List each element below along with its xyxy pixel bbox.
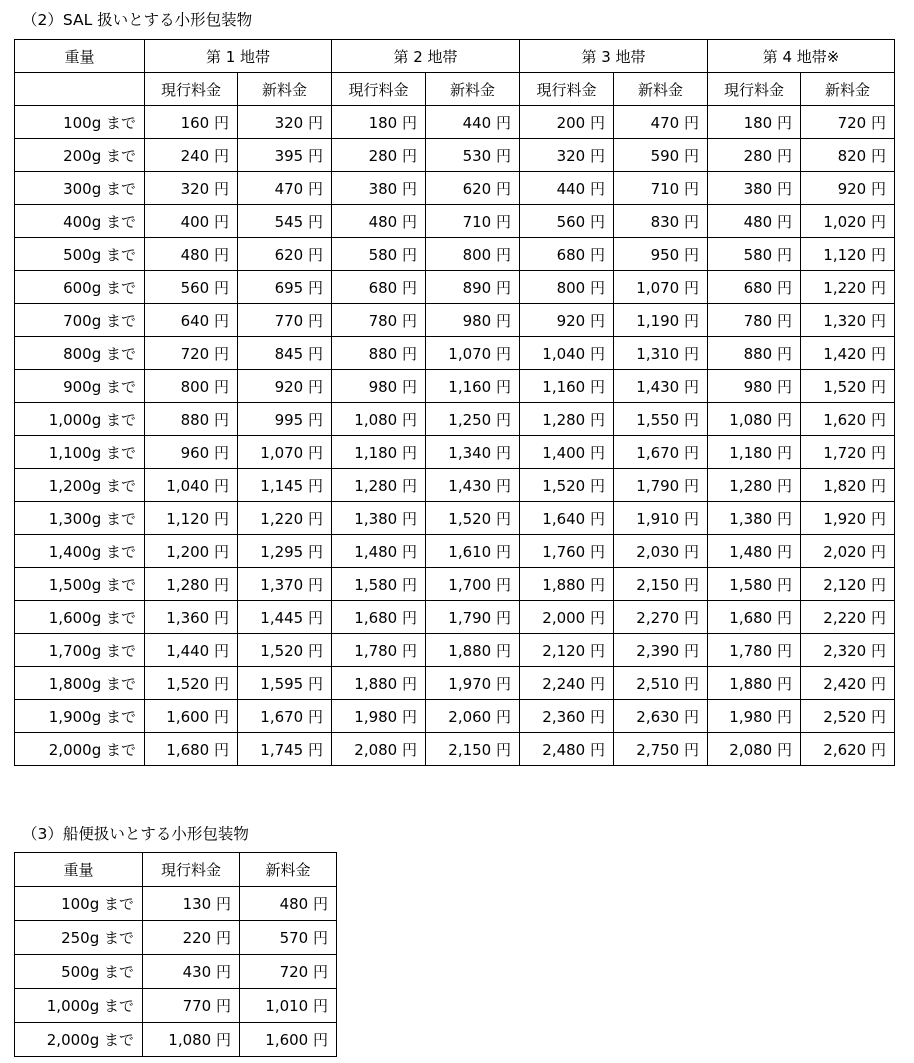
weight-cell: 300g まで xyxy=(15,172,145,205)
new-rate-cell: 1,160 円 xyxy=(426,370,520,403)
current-rate-header: 現行料金 xyxy=(708,73,801,106)
new-rate-cell: 2,630 円 xyxy=(614,700,708,733)
current-rate-cell: 920 円 xyxy=(520,304,614,337)
new-rate-cell: 1,120 円 xyxy=(801,238,895,271)
new-rate-cell: 1,145 円 xyxy=(238,469,332,502)
new-rate-cell: 1,620 円 xyxy=(801,403,895,436)
weight-cell: 250g まで xyxy=(15,921,143,955)
current-rate-cell: 280 円 xyxy=(708,139,801,172)
current-rate-cell: 380 円 xyxy=(332,172,426,205)
current-rate-cell: 480 円 xyxy=(708,205,801,238)
new-rate-cell: 2,510 円 xyxy=(614,667,708,700)
current-rate-cell: 2,120 円 xyxy=(520,634,614,667)
new-rate-cell: 1,220 円 xyxy=(238,502,332,535)
table-row xyxy=(15,535,895,568)
current-rate-cell: 1,780 円 xyxy=(708,634,801,667)
current-rate-cell: 1,780 円 xyxy=(332,634,426,667)
new-rate-cell: 1,295 円 xyxy=(238,535,332,568)
new-rate-cell: 620 円 xyxy=(426,172,520,205)
new-rate-cell: 1,070 円 xyxy=(614,271,708,304)
table-row xyxy=(15,304,895,337)
new-rate-cell: 2,390 円 xyxy=(614,634,708,667)
new-rate-header: 新料金 xyxy=(426,73,520,106)
current-rate-cell: 240 円 xyxy=(145,139,238,172)
new-rate-cell: 2,270 円 xyxy=(614,601,708,634)
current-rate-cell: 1,080 円 xyxy=(708,403,801,436)
table-row xyxy=(15,700,895,733)
current-rate-cell: 1,480 円 xyxy=(332,535,426,568)
weight-cell: 400g まで xyxy=(15,205,145,238)
new-rate-cell: 1,595 円 xyxy=(238,667,332,700)
table-row xyxy=(15,337,895,370)
new-rate-cell: 1,190 円 xyxy=(614,304,708,337)
table-row xyxy=(15,469,895,502)
new-rate-cell: 1,745 円 xyxy=(238,733,332,766)
current-rate-cell: 400 円 xyxy=(145,205,238,238)
table-row xyxy=(15,238,895,271)
new-rate-cell: 1,670 円 xyxy=(614,436,708,469)
current-rate-cell: 320 円 xyxy=(520,139,614,172)
zone-2-header: 第 2 地帯 xyxy=(332,40,520,73)
new-rate-cell: 1,430 円 xyxy=(614,370,708,403)
current-rate-cell: 220 円 xyxy=(143,921,240,955)
new-rate-cell: 1,370 円 xyxy=(238,568,332,601)
new-rate-cell: 2,120 円 xyxy=(801,568,895,601)
weight-cell: 100g まで xyxy=(15,106,145,139)
table-row xyxy=(15,271,895,304)
new-rate-cell: 1,790 円 xyxy=(614,469,708,502)
current-rate-cell: 180 円 xyxy=(332,106,426,139)
current-rate-cell: 560 円 xyxy=(145,271,238,304)
current-rate-cell: 320 円 xyxy=(145,172,238,205)
new-rate-cell: 1,520 円 xyxy=(238,634,332,667)
new-rate-cell: 1,445 円 xyxy=(238,601,332,634)
weight-cell: 900g まで xyxy=(15,370,145,403)
current-rate-cell: 2,240 円 xyxy=(520,667,614,700)
table-row xyxy=(15,634,895,667)
current-rate-cell: 1,880 円 xyxy=(520,568,614,601)
current-rate-cell: 1,080 円 xyxy=(332,403,426,436)
new-rate-cell: 710 円 xyxy=(614,172,708,205)
current-rate-cell: 200 円 xyxy=(520,106,614,139)
current-rate-cell: 680 円 xyxy=(708,271,801,304)
current-rate-cell: 2,480 円 xyxy=(520,733,614,766)
table-row xyxy=(15,921,337,955)
current-rate-cell: 380 円 xyxy=(708,172,801,205)
new-rate-cell: 1,550 円 xyxy=(614,403,708,436)
current-rate-cell: 980 円 xyxy=(332,370,426,403)
current-rate-cell: 1,440 円 xyxy=(145,634,238,667)
current-rate-cell: 160 円 xyxy=(145,106,238,139)
weight-cell: 100g まで xyxy=(15,887,143,921)
new-rate-cell: 820 円 xyxy=(801,139,895,172)
new-rate-cell: 395 円 xyxy=(238,139,332,172)
current-rate-cell: 1,280 円 xyxy=(332,469,426,502)
new-rate-cell: 590 円 xyxy=(614,139,708,172)
new-rate-cell: 890 円 xyxy=(426,271,520,304)
current-rate-cell: 1,040 円 xyxy=(520,337,614,370)
weight-cell: 1,100g まで xyxy=(15,436,145,469)
new-rate-cell: 1,320 円 xyxy=(801,304,895,337)
empty-cell xyxy=(15,73,145,106)
new-rate-cell: 1,520 円 xyxy=(426,502,520,535)
current-rate-cell: 1,200 円 xyxy=(145,535,238,568)
current-rate-cell: 640 円 xyxy=(145,304,238,337)
weight-cell: 1,300g まで xyxy=(15,502,145,535)
zone-1-header: 第 1 地帯 xyxy=(145,40,332,73)
new-rate-cell: 1,600 円 xyxy=(240,1023,337,1057)
new-rate-cell: 2,750 円 xyxy=(614,733,708,766)
current-rate-cell: 480 円 xyxy=(145,238,238,271)
current-rate-cell: 180 円 xyxy=(708,106,801,139)
table-row xyxy=(15,502,895,535)
weight-cell: 1,000g まで xyxy=(15,989,143,1023)
zone-4-header: 第 4 地帯※ xyxy=(708,40,895,73)
weight-header: 重量 xyxy=(15,853,143,887)
current-rate-cell: 1,080 円 xyxy=(143,1023,240,1057)
current-rate-header: 現行料金 xyxy=(520,73,614,106)
current-rate-cell: 800 円 xyxy=(145,370,238,403)
new-rate-cell: 1,700 円 xyxy=(426,568,520,601)
current-rate-cell: 1,360 円 xyxy=(145,601,238,634)
new-rate-cell: 1,310 円 xyxy=(614,337,708,370)
current-rate-cell: 560 円 xyxy=(520,205,614,238)
current-rate-cell: 960 円 xyxy=(145,436,238,469)
current-rate-cell: 880 円 xyxy=(708,337,801,370)
sal-rate-table xyxy=(14,39,895,766)
current-rate-cell: 1,640 円 xyxy=(520,502,614,535)
new-rate-cell: 1,250 円 xyxy=(426,403,520,436)
current-rate-cell: 1,180 円 xyxy=(332,436,426,469)
current-rate-cell: 800 円 xyxy=(520,271,614,304)
sal-section-title: （2）SAL 扱いとする小形包装物 xyxy=(22,11,253,29)
new-rate-header: 新料金 xyxy=(238,73,332,106)
new-rate-cell: 995 円 xyxy=(238,403,332,436)
new-rate-cell: 980 円 xyxy=(426,304,520,337)
weight-cell: 1,200g まで xyxy=(15,469,145,502)
current-rate-cell: 1,680 円 xyxy=(708,601,801,634)
table-row xyxy=(15,205,895,238)
new-rate-cell: 2,420 円 xyxy=(801,667,895,700)
table-header-row xyxy=(15,40,895,73)
current-rate-cell: 1,680 円 xyxy=(332,601,426,634)
weight-cell: 1,000g まで xyxy=(15,403,145,436)
new-rate-cell: 1,010 円 xyxy=(240,989,337,1023)
current-rate-cell: 580 円 xyxy=(332,238,426,271)
new-rate-cell: 710 円 xyxy=(426,205,520,238)
new-rate-cell: 845 円 xyxy=(238,337,332,370)
new-rate-cell: 1,970 円 xyxy=(426,667,520,700)
current-rate-cell: 1,980 円 xyxy=(708,700,801,733)
new-rate-cell: 1,340 円 xyxy=(426,436,520,469)
current-rate-cell: 2,360 円 xyxy=(520,700,614,733)
current-rate-cell: 430 円 xyxy=(143,955,240,989)
table-row xyxy=(15,403,895,436)
new-rate-cell: 620 円 xyxy=(238,238,332,271)
current-rate-cell: 780 円 xyxy=(708,304,801,337)
table-row xyxy=(15,733,895,766)
new-rate-header: 新料金 xyxy=(614,73,708,106)
current-rate-cell: 770 円 xyxy=(143,989,240,1023)
weight-cell: 200g まで xyxy=(15,139,145,172)
table-row xyxy=(15,887,337,921)
new-rate-cell: 1,820 円 xyxy=(801,469,895,502)
new-rate-cell: 720 円 xyxy=(240,955,337,989)
new-rate-cell: 1,610 円 xyxy=(426,535,520,568)
current-rate-cell: 680 円 xyxy=(332,271,426,304)
new-rate-cell: 1,910 円 xyxy=(614,502,708,535)
current-rate-cell: 1,180 円 xyxy=(708,436,801,469)
new-rate-header: 新料金 xyxy=(240,853,337,887)
current-rate-cell: 1,520 円 xyxy=(520,469,614,502)
weight-cell: 1,500g まで xyxy=(15,568,145,601)
current-rate-cell: 2,080 円 xyxy=(708,733,801,766)
sea-section-title: （3）船便扱いとする小形包装物 xyxy=(22,825,249,843)
current-rate-cell: 1,280 円 xyxy=(708,469,801,502)
new-rate-cell: 570 円 xyxy=(240,921,337,955)
new-rate-cell: 1,220 円 xyxy=(801,271,895,304)
weight-cell: 1,600g まで xyxy=(15,601,145,634)
current-rate-cell: 1,580 円 xyxy=(332,568,426,601)
table-row xyxy=(15,568,895,601)
new-rate-cell: 800 円 xyxy=(426,238,520,271)
current-rate-cell: 1,380 円 xyxy=(332,502,426,535)
new-rate-cell: 2,030 円 xyxy=(614,535,708,568)
current-rate-header: 現行料金 xyxy=(145,73,238,106)
new-rate-cell: 2,150 円 xyxy=(426,733,520,766)
new-rate-cell: 440 円 xyxy=(426,106,520,139)
new-rate-cell: 1,670 円 xyxy=(238,700,332,733)
table-row xyxy=(15,172,895,205)
table-row xyxy=(15,989,337,1023)
current-rate-cell: 980 円 xyxy=(708,370,801,403)
new-rate-cell: 480 円 xyxy=(240,887,337,921)
table-row xyxy=(15,436,895,469)
sea-rate-table xyxy=(14,852,337,1057)
zone-3-header: 第 3 地帯 xyxy=(520,40,708,73)
new-rate-cell: 1,720 円 xyxy=(801,436,895,469)
new-rate-cell: 1,070 円 xyxy=(426,337,520,370)
weight-cell: 500g まで xyxy=(15,955,143,989)
new-rate-cell: 1,430 円 xyxy=(426,469,520,502)
new-rate-cell: 530 円 xyxy=(426,139,520,172)
current-rate-cell: 480 円 xyxy=(332,205,426,238)
current-rate-cell: 1,760 円 xyxy=(520,535,614,568)
new-rate-cell: 1,920 円 xyxy=(801,502,895,535)
table-row xyxy=(15,667,895,700)
new-rate-cell: 1,790 円 xyxy=(426,601,520,634)
new-rate-cell: 830 円 xyxy=(614,205,708,238)
weight-cell: 600g まで xyxy=(15,271,145,304)
new-rate-cell: 545 円 xyxy=(238,205,332,238)
new-rate-cell: 920 円 xyxy=(238,370,332,403)
current-rate-cell: 680 円 xyxy=(520,238,614,271)
current-rate-cell: 1,880 円 xyxy=(332,667,426,700)
new-rate-cell: 1,420 円 xyxy=(801,337,895,370)
new-rate-cell: 2,520 円 xyxy=(801,700,895,733)
new-rate-cell: 470 円 xyxy=(614,106,708,139)
new-rate-cell: 920 円 xyxy=(801,172,895,205)
table-row xyxy=(15,139,895,172)
current-rate-cell: 1,980 円 xyxy=(332,700,426,733)
weight-cell: 1,400g まで xyxy=(15,535,145,568)
weight-cell: 2,000g まで xyxy=(15,733,145,766)
current-rate-cell: 280 円 xyxy=(332,139,426,172)
weight-header: 重量 xyxy=(15,40,145,73)
current-rate-cell: 1,380 円 xyxy=(708,502,801,535)
table-header-row xyxy=(15,853,337,887)
current-rate-cell: 1,480 円 xyxy=(708,535,801,568)
new-rate-cell: 2,220 円 xyxy=(801,601,895,634)
current-rate-cell: 1,040 円 xyxy=(145,469,238,502)
table-row xyxy=(15,106,895,139)
new-rate-cell: 695 円 xyxy=(238,271,332,304)
table-row xyxy=(15,601,895,634)
weight-cell: 1,800g まで xyxy=(15,667,145,700)
current-rate-cell: 880 円 xyxy=(332,337,426,370)
current-rate-cell: 1,120 円 xyxy=(145,502,238,535)
table-row xyxy=(15,955,337,989)
new-rate-cell: 1,520 円 xyxy=(801,370,895,403)
current-rate-cell: 720 円 xyxy=(145,337,238,370)
table-row xyxy=(15,1023,337,1057)
current-rate-cell: 440 円 xyxy=(520,172,614,205)
current-rate-cell: 1,580 円 xyxy=(708,568,801,601)
current-rate-cell: 1,880 円 xyxy=(708,667,801,700)
current-rate-cell: 1,520 円 xyxy=(145,667,238,700)
new-rate-header: 新料金 xyxy=(801,73,895,106)
new-rate-cell: 950 円 xyxy=(614,238,708,271)
current-rate-header: 現行料金 xyxy=(332,73,426,106)
current-rate-header: 現行料金 xyxy=(143,853,240,887)
weight-cell: 800g まで xyxy=(15,337,145,370)
new-rate-cell: 1,880 円 xyxy=(426,634,520,667)
current-rate-cell: 1,400 円 xyxy=(520,436,614,469)
weight-cell: 1,700g まで xyxy=(15,634,145,667)
current-rate-cell: 1,280 円 xyxy=(145,568,238,601)
current-rate-cell: 130 円 xyxy=(143,887,240,921)
new-rate-cell: 320 円 xyxy=(238,106,332,139)
current-rate-cell: 2,080 円 xyxy=(332,733,426,766)
weight-cell: 500g まで xyxy=(15,238,145,271)
new-rate-cell: 770 円 xyxy=(238,304,332,337)
current-rate-cell: 1,600 円 xyxy=(145,700,238,733)
new-rate-cell: 2,060 円 xyxy=(426,700,520,733)
new-rate-cell: 2,020 円 xyxy=(801,535,895,568)
new-rate-cell: 1,020 円 xyxy=(801,205,895,238)
weight-cell: 700g まで xyxy=(15,304,145,337)
current-rate-cell: 780 円 xyxy=(332,304,426,337)
new-rate-cell: 1,070 円 xyxy=(238,436,332,469)
new-rate-cell: 2,150 円 xyxy=(614,568,708,601)
table-subheader-row xyxy=(15,73,895,106)
new-rate-cell: 2,620 円 xyxy=(801,733,895,766)
current-rate-cell: 1,160 円 xyxy=(520,370,614,403)
new-rate-cell: 2,320 円 xyxy=(801,634,895,667)
weight-cell: 2,000g まで xyxy=(15,1023,143,1057)
table-row xyxy=(15,370,895,403)
weight-cell: 1,900g まで xyxy=(15,700,145,733)
current-rate-cell: 580 円 xyxy=(708,238,801,271)
new-rate-cell: 720 円 xyxy=(801,106,895,139)
current-rate-cell: 1,680 円 xyxy=(145,733,238,766)
current-rate-cell: 1,280 円 xyxy=(520,403,614,436)
current-rate-cell: 2,000 円 xyxy=(520,601,614,634)
new-rate-cell: 470 円 xyxy=(238,172,332,205)
current-rate-cell: 880 円 xyxy=(145,403,238,436)
